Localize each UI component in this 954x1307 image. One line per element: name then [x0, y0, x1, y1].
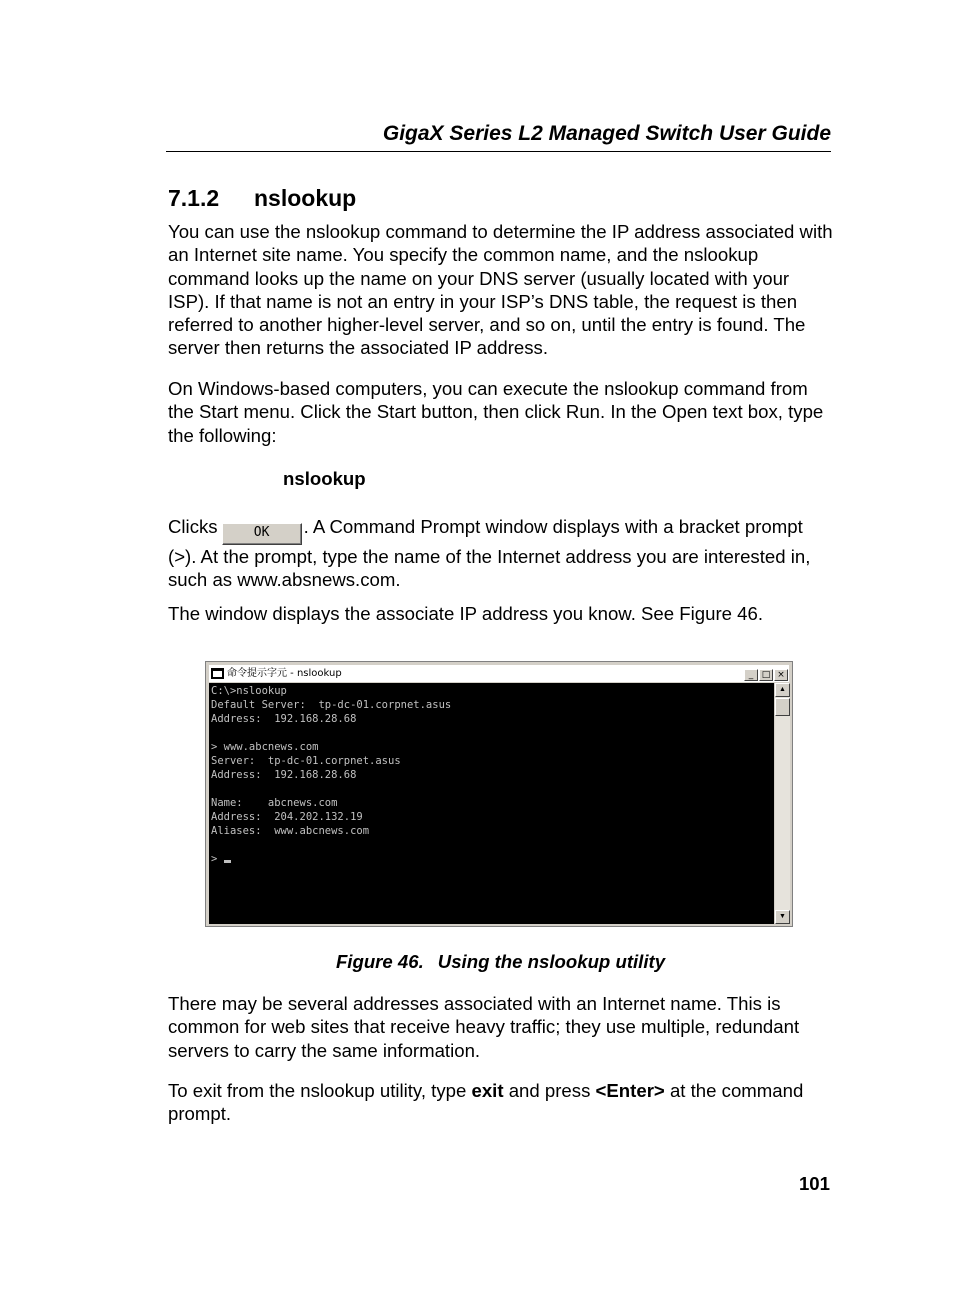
exit-text-2: and press	[503, 1080, 596, 1101]
console-prompt: >	[211, 853, 224, 865]
console-line: Aliases: www.abcnews.com	[211, 825, 370, 837]
close-icon[interactable]: ×	[774, 669, 788, 681]
minimize-icon[interactable]: _	[744, 669, 758, 681]
exit-text-1: To exit from the nslookup utility, type	[168, 1080, 472, 1101]
page-number: 101	[798, 1173, 830, 1194]
figure-caption	[168, 951, 833, 973]
window-controls	[743, 666, 788, 683]
console-line: Address: 192.168.28.68	[211, 713, 357, 725]
figure-caption-text: Using the nslookup utility	[437, 951, 666, 972]
console-line: Address: 192.168.28.68	[211, 769, 357, 781]
paragraph-intro: You can use the nslookup command to determine the IP address associated with an Internet site name. You specify the common name, and the nslookup command looks up the name on your DNS server (usually located with your ISP). If that name is not an entry in your ISP’s DNS table, the request is then referred to another higher-level server, and so on, until the entry is found. The server then returns the associated IP address.	[168, 221, 833, 359]
enter-key: <Enter>	[595, 1080, 665, 1101]
window-title: 命令提示字元 - nslookup	[227, 668, 342, 679]
paragraph-multiple-addresses: There may be several addresses associated with an Internet name. This is common for web sites that receive heavy traffic; they use multiple, redundant servers to carry the same information.	[168, 993, 800, 1061]
console-line: Name: abcnews.com	[211, 797, 338, 809]
clicks-continuation: . A Command Prompt window displays with a bracket prompt (>). At the prompt, type the name of the Internet address you are interested in, such as www.absnews.com.	[168, 516, 811, 591]
console-line: Default Server: tp-dc-01.corpnet.asus	[211, 699, 452, 711]
exit-text-3: at the command prompt.	[168, 1080, 804, 1125]
ok-button[interactable]: OK	[222, 523, 302, 545]
maximize-icon[interactable]: □	[759, 669, 773, 681]
scroll-up-icon[interactable]: ▲	[775, 683, 790, 697]
paragraph-windows: On Windows-based computers, you can execute the nslookup command from the Start menu. Click the Start button, then click Run. In the Open text box, type the following:	[168, 378, 824, 446]
running-header: GigaX Series L2 Managed Switch User Guide	[166, 120, 831, 152]
paragraph-see-figure: The window displays the associate IP address you know. See Figure 46.	[168, 603, 763, 624]
section-heading	[168, 185, 356, 212]
console-output[interactable]	[209, 683, 774, 924]
scroll-down-icon[interactable]: ▼	[775, 910, 790, 924]
paragraph-clicks	[168, 515, 833, 592]
console-line: > www.abcnews.com	[211, 741, 319, 753]
console-line: Address: 204.202.132.19	[211, 811, 363, 823]
console-line: Server: tp-dc-01.corpnet.asus	[211, 755, 401, 767]
command-prompt-window	[205, 661, 793, 927]
clicks-text: Clicks	[168, 516, 218, 537]
cursor-icon	[224, 860, 231, 863]
console-line: C:\>nslookup	[211, 685, 287, 697]
scroll-thumb[interactable]	[775, 698, 790, 716]
command-text: nslookup	[283, 468, 366, 489]
paragraph-exit	[168, 1079, 833, 1126]
console-app-icon	[211, 668, 224, 679]
window-titlebar	[209, 665, 789, 682]
exit-keyword: exit	[471, 1080, 504, 1101]
section-number: 7.1.2	[168, 185, 220, 211]
vertical-scrollbar[interactable]	[775, 683, 790, 924]
figure-number: Figure 46.	[335, 951, 424, 972]
section-title: nslookup	[254, 185, 357, 211]
